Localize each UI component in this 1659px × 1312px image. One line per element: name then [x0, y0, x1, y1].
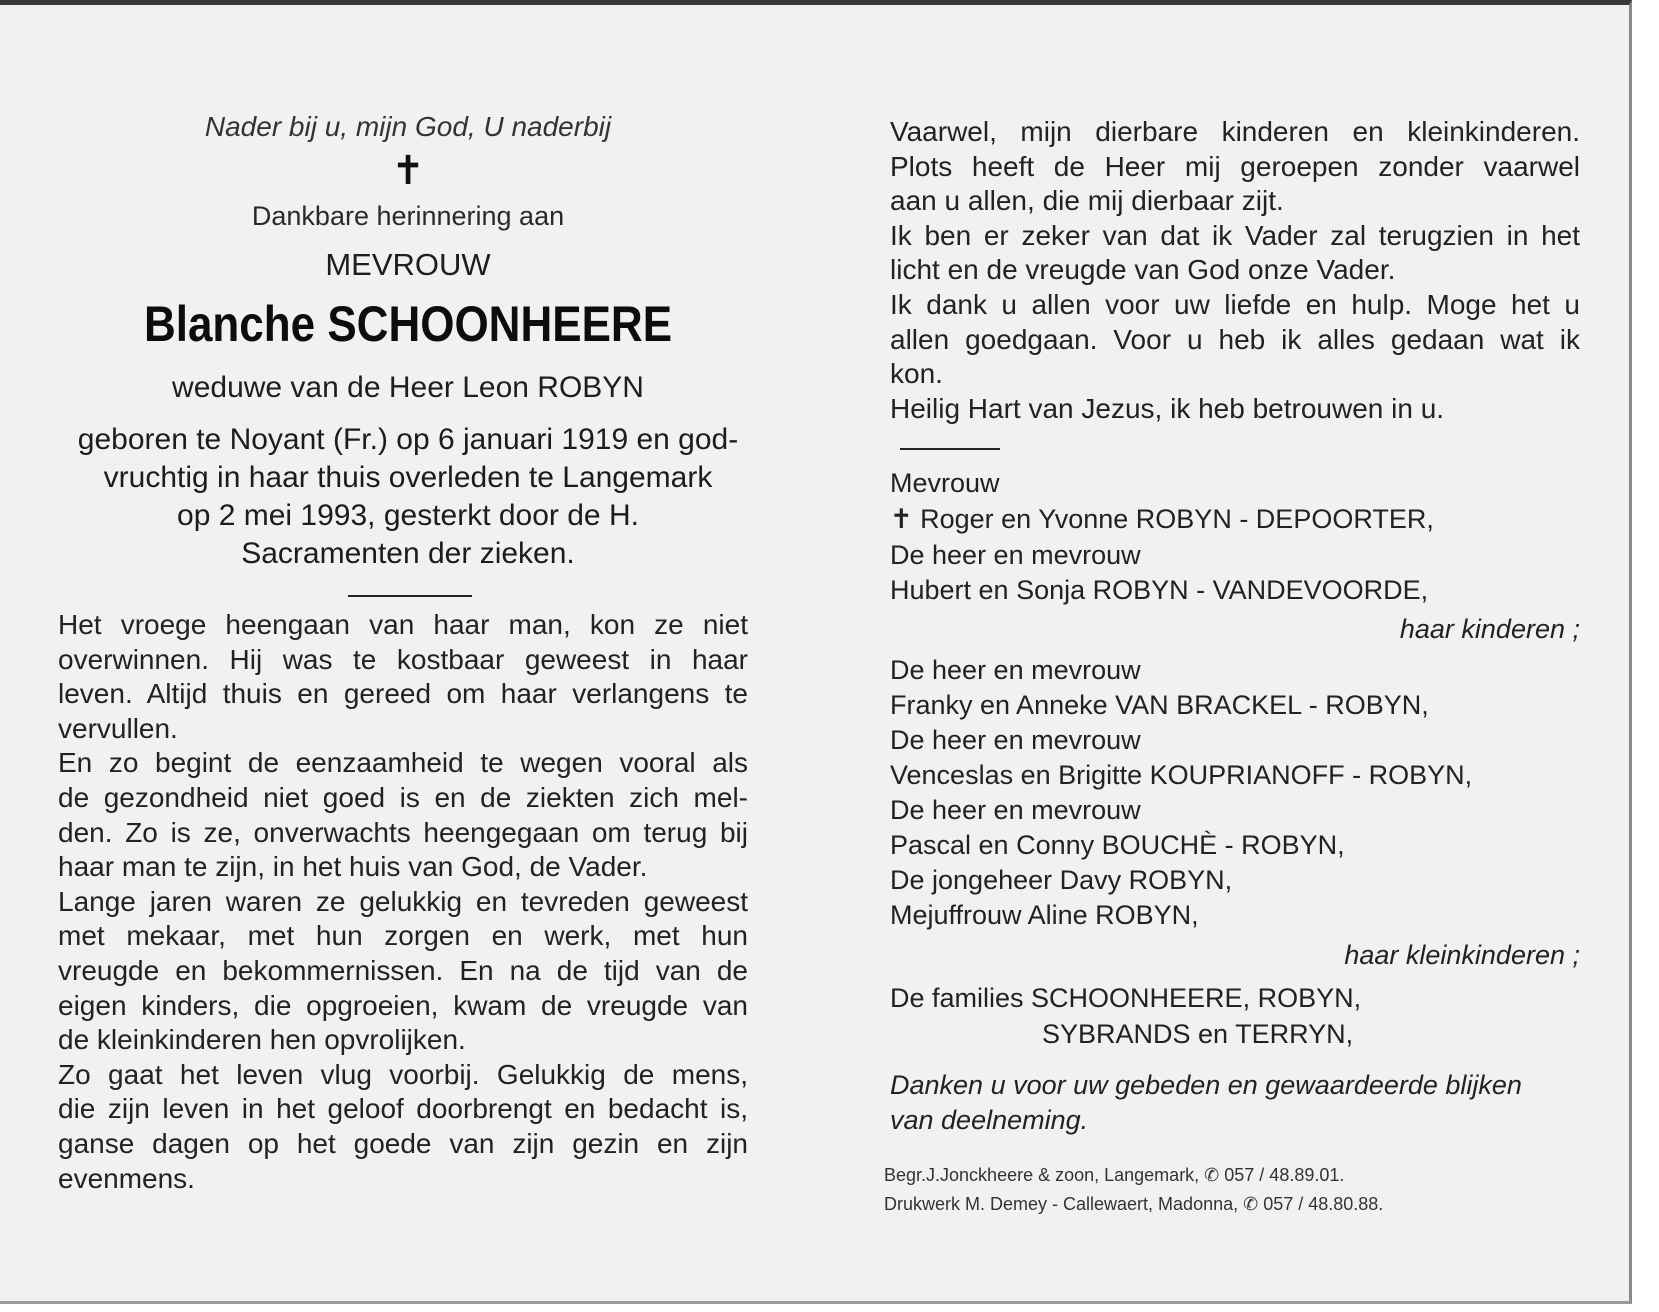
divider: [348, 595, 472, 597]
family-line: De heer en mevrouw: [890, 540, 1141, 570]
family-line: De jongeheer Davy ROBYN,: [890, 865, 1233, 895]
thanks-text: [890, 1068, 1580, 1138]
birth-line: op 2 mei 1993, gesterkt door de H.: [177, 499, 639, 532]
families-line: De families SCHOONHEERE, ROBYN,: [890, 983, 1362, 1013]
family-line: ✝ Roger en Yvonne ROBYN - DEPOORTER,: [890, 504, 1434, 534]
birth-death-details: [58, 421, 758, 573]
grandchildren-label: haar kleinkinderen ;: [1344, 940, 1580, 970]
family-line: Mevrouw: [890, 468, 1000, 498]
family-line: Pascal en Conny BOUCHÈ - ROBYN,: [890, 830, 1345, 860]
family-line: Venceslas en Brigitte KOUPRIANOFF - ROBYN,: [890, 760, 1473, 790]
family-line: De heer en mevrouw: [890, 725, 1141, 755]
birth-line: Sacramenten der zieken.: [241, 537, 575, 570]
family-line: Hubert en Sonja ROBYN - VANDEVOORDE,: [890, 575, 1429, 605]
divider: [900, 448, 1000, 450]
family-line: Mejuffrouw Aline ROBYN,: [890, 900, 1199, 930]
text-line: Zo gaat het leven vlug voorbij. Gelukkig de mens,: [58, 1058, 748, 1090]
text-line: Ik dank u allen voor uw liefde en hulp. Moge het u: [890, 288, 1580, 320]
farewell-text: [890, 115, 1580, 426]
motto: Nader bij u, mijn God, U naderbij: [204, 111, 612, 142]
text-line: Heilig Hart van Jezus, ik heb betrouwen in u.: [890, 392, 1445, 424]
text-line: Lange jaren waren ze gelukkig en tevreden geweest: [58, 885, 748, 917]
text-line: Plots heeft de Heer mij geroepen zonder vaarwel: [890, 150, 1580, 182]
children-label: haar kinderen ;: [1399, 614, 1580, 644]
text-line: allen goedgaan. Voor u heb ik alles gedaan wat ik: [890, 323, 1580, 355]
memorial-text: [58, 608, 748, 1196]
family-line: De heer en mevrouw: [890, 795, 1141, 825]
text-line: vreugde en bekommernissen. En na de tijd van de: [58, 954, 748, 986]
text-line: evenmens.: [58, 1162, 195, 1194]
text-line: de kleinkinderen hen opvrolijken.: [58, 1024, 466, 1056]
text-line: de gezondheid niet goed is en de ziekten zich mel-: [58, 781, 748, 813]
deceased-name: Blanche SCHOONHEERE: [143, 296, 673, 352]
birth-line: vruchtig in haar thuis overleden te Langemark: [103, 461, 713, 494]
text-line: En zo begint de eenzaamheid te wegen vooral als: [58, 747, 748, 779]
thanks-line: Danken u voor uw gebeden en gewaardeerde blijken: [890, 1070, 1522, 1100]
text-line: haar man te zijn, in het huis van God, de Vader.: [58, 851, 648, 883]
text-line: vervullen.: [58, 712, 178, 744]
intro-text: Dankbare herinnering aan: [251, 201, 565, 231]
text-line: kon.: [890, 358, 943, 390]
families-line: SYBRANDS en TERRYN,: [1042, 1019, 1354, 1049]
text-line: aan u allen, die mij dierbaar zijt.: [890, 185, 1284, 217]
text-line: leven. Altijd thuis en gereed om haar verlangens te: [58, 678, 748, 710]
cross-icon: ✝: [391, 149, 425, 193]
text-line: eigen kinders, die opgroeien, kwam de vreugde van: [58, 989, 748, 1021]
title-text: MEVROUW: [325, 247, 491, 282]
text-line: ganse dagen op het goede van zijn gezin en zijn: [58, 1127, 748, 1159]
widow-text: weduwe van de Heer Leon ROBYN: [172, 371, 644, 404]
family-line: Franky en Anneke VAN BRACKEL - ROBYN,: [890, 690, 1429, 720]
family-line: De heer en mevrouw: [890, 655, 1141, 685]
text-line: Het vroege heengaan van haar man, kon ze niet: [58, 609, 748, 640]
undertaker-credit: Begr.J.Jonckheere & zoon, Langemark, ✆ 057 / 48.89.01.: [884, 1165, 1345, 1185]
thanks-line: van deelneming.: [890, 1105, 1089, 1135]
text-line: Ik ben er zeker van dat ik Vader zal terugzien in het: [890, 219, 1580, 251]
birth-line: geboren te Noyant (Fr.) op 6 januari 1919 en god-: [77, 423, 739, 456]
text-line: den. Zo is ze, onverwachts heengegaan om terug bij: [58, 816, 748, 848]
printer-credit: Drukwerk M. Demey - Callewaert, Madonna, ✆ 057 / 48.80.88.: [884, 1194, 1384, 1214]
text-line: overwinnen. Hij was te kostbaar geweest in haar: [58, 643, 748, 675]
text-line: die zijn leven in het geloof doorbrengt en bedacht is,: [58, 1093, 748, 1125]
text-line: licht en de vreugde van God onze Vader.: [890, 254, 1396, 286]
text-line: Vaarwel, mijn dierbare kinderen en kleinkinderen.: [890, 116, 1580, 147]
text-line: met mekaar, met hun zorgen en werk, met hun: [58, 920, 748, 952]
